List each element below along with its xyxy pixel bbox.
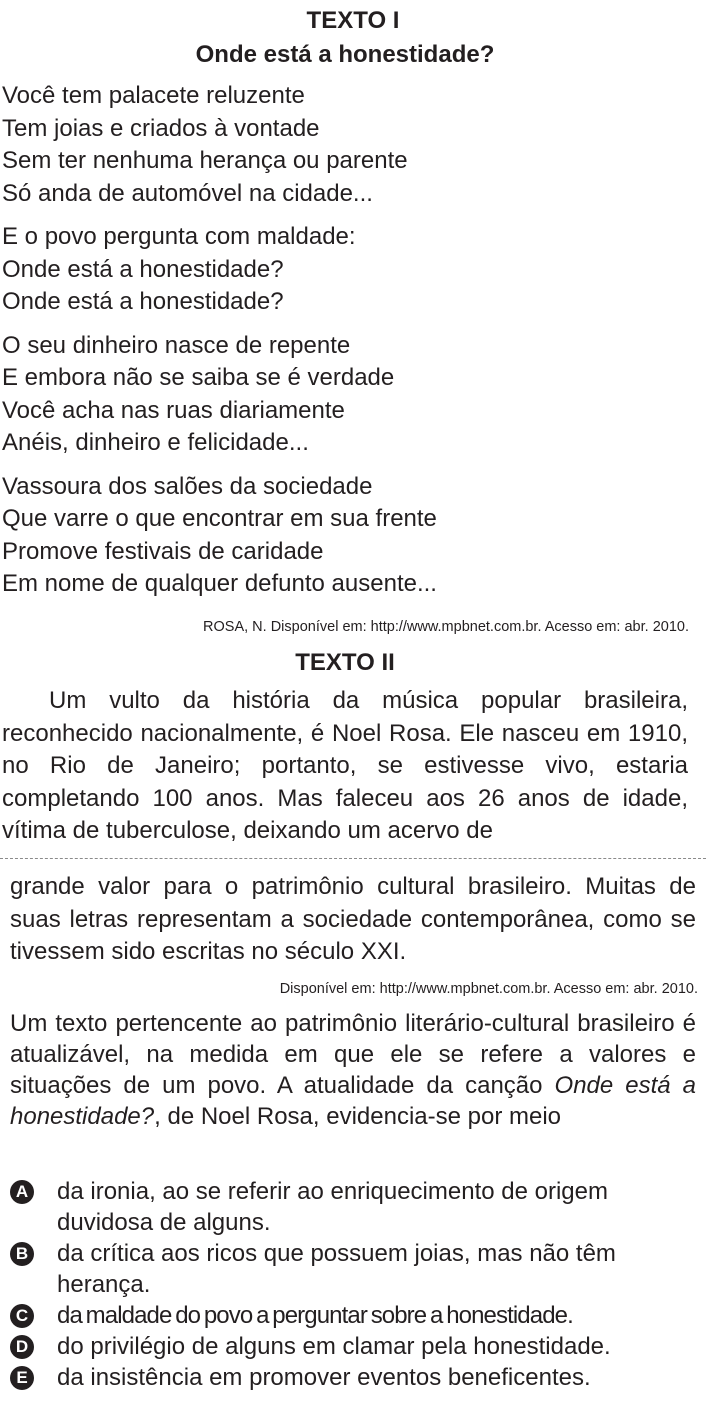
texto2-source: Disponível em: http://www.mpbnet.com.br. Acesso em: abr. 2010.	[279, 981, 698, 997]
poem-line: Promove festivais de caridade	[2, 537, 324, 565]
option-letter-d-icon: D	[10, 1335, 34, 1359]
option-text: da ironia, ao se referir ao enriquecimento de origem duvidosa de alguns.	[57, 1178, 608, 1236]
poem-stanza-2	[2, 221, 702, 319]
option-letter-c-icon: C	[10, 1304, 34, 1328]
option-e[interactable]	[10, 1362, 698, 1393]
option-b[interactable]	[10, 1238, 698, 1300]
option-c[interactable]	[10, 1300, 698, 1331]
poem-line: Onde está a honestidade?	[2, 288, 284, 315]
poem-line: Em nome de qualquer defunto ausente...	[2, 570, 437, 597]
texto2-heading: TEXTO II	[295, 649, 395, 676]
option-letter-e-icon: E	[10, 1366, 34, 1390]
poem-line: Tem joias e criados à vontade	[2, 114, 320, 142]
poem-line: E o povo pergunta com maldade:	[2, 223, 356, 250]
poem-stanza-4	[2, 471, 702, 601]
option-text: do privilégio de alguns em clamar pela honestidade.	[57, 1333, 611, 1360]
question-stem	[10, 1008, 696, 1132]
option-letter-b-icon: B	[10, 1242, 34, 1266]
texto2-paragraph-part1: Um vulto da história da música popular brasileira, reconhecido nacionalmente, é Noel Rosa. Ele nasceu em 1910, no Rio de Janeiro; portanto, se estivesse vivo, estaria completando 100 anos. Mas faleceu aos 26 anos de idade, vítima de tuberculose, deixando um acervo de	[2, 687, 688, 844]
poem-line: Anéis, dinheiro e felicidade...	[2, 429, 309, 456]
poem-line: Sem ter nenhuma herança ou parente	[2, 147, 408, 174]
option-text: da crítica aos ricos que possuem joias, mas não têm herança.	[57, 1240, 616, 1298]
option-text: da insistência em promover eventos beneficentes.	[57, 1364, 591, 1391]
poem-line: Só anda de automóvel na cidade...	[2, 179, 373, 207]
answer-options	[10, 1176, 698, 1393]
option-a[interactable]	[10, 1176, 698, 1238]
poem-line: Você acha nas ruas diariamente	[2, 396, 345, 424]
texto2-paragraph-part2: grande valor para o patrimônio cultural brasileiro. Muitas de suas letras representam a sociedade contemporânea, como se tivessem sido escritas no século XXI.	[10, 873, 696, 965]
poem-title: Onde está a honestidade?	[195, 41, 495, 68]
texto1-heading: TEXTO I	[306, 7, 400, 34]
poem	[2, 80, 702, 612]
texto1-source: ROSA, N. Disponível em: http://www.mpbnet.com.br. Acesso em: abr. 2010.	[203, 619, 689, 635]
option-d[interactable]	[10, 1331, 698, 1362]
poem-line: Que varre o que encontrar em sua frente	[2, 505, 437, 532]
stem-song-title: Onde está a honestidade?	[10, 1072, 696, 1130]
poem-line: Onde está a honestidade?	[2, 255, 284, 283]
poem-stanza-1	[2, 80, 702, 210]
poem-stanza-3	[2, 330, 702, 460]
stem-text: Um texto pertencente ao patrimônio literário-cultural brasileiro é atualizável, na medida em que ele se refere a valores e situações de um povo. A atualidade da canção	[10, 1010, 696, 1099]
poem-line: E embora não se saiba se é verdade	[2, 364, 395, 391]
poem-line: Você tem palacete reluzente	[2, 82, 305, 109]
poem-line: O seu dinheiro nasce de repente	[2, 331, 351, 359]
option-letter-a-icon: A	[10, 1180, 34, 1204]
stem-text-end: , de Noel Rosa, evidencia-se por meio	[154, 1103, 562, 1130]
page-divider	[0, 858, 706, 859]
option-text: da maldade do povo a perguntar sobre a honestidade.	[57, 1302, 573, 1329]
poem-line: Vassoura dos salões da sociedade	[2, 472, 373, 500]
